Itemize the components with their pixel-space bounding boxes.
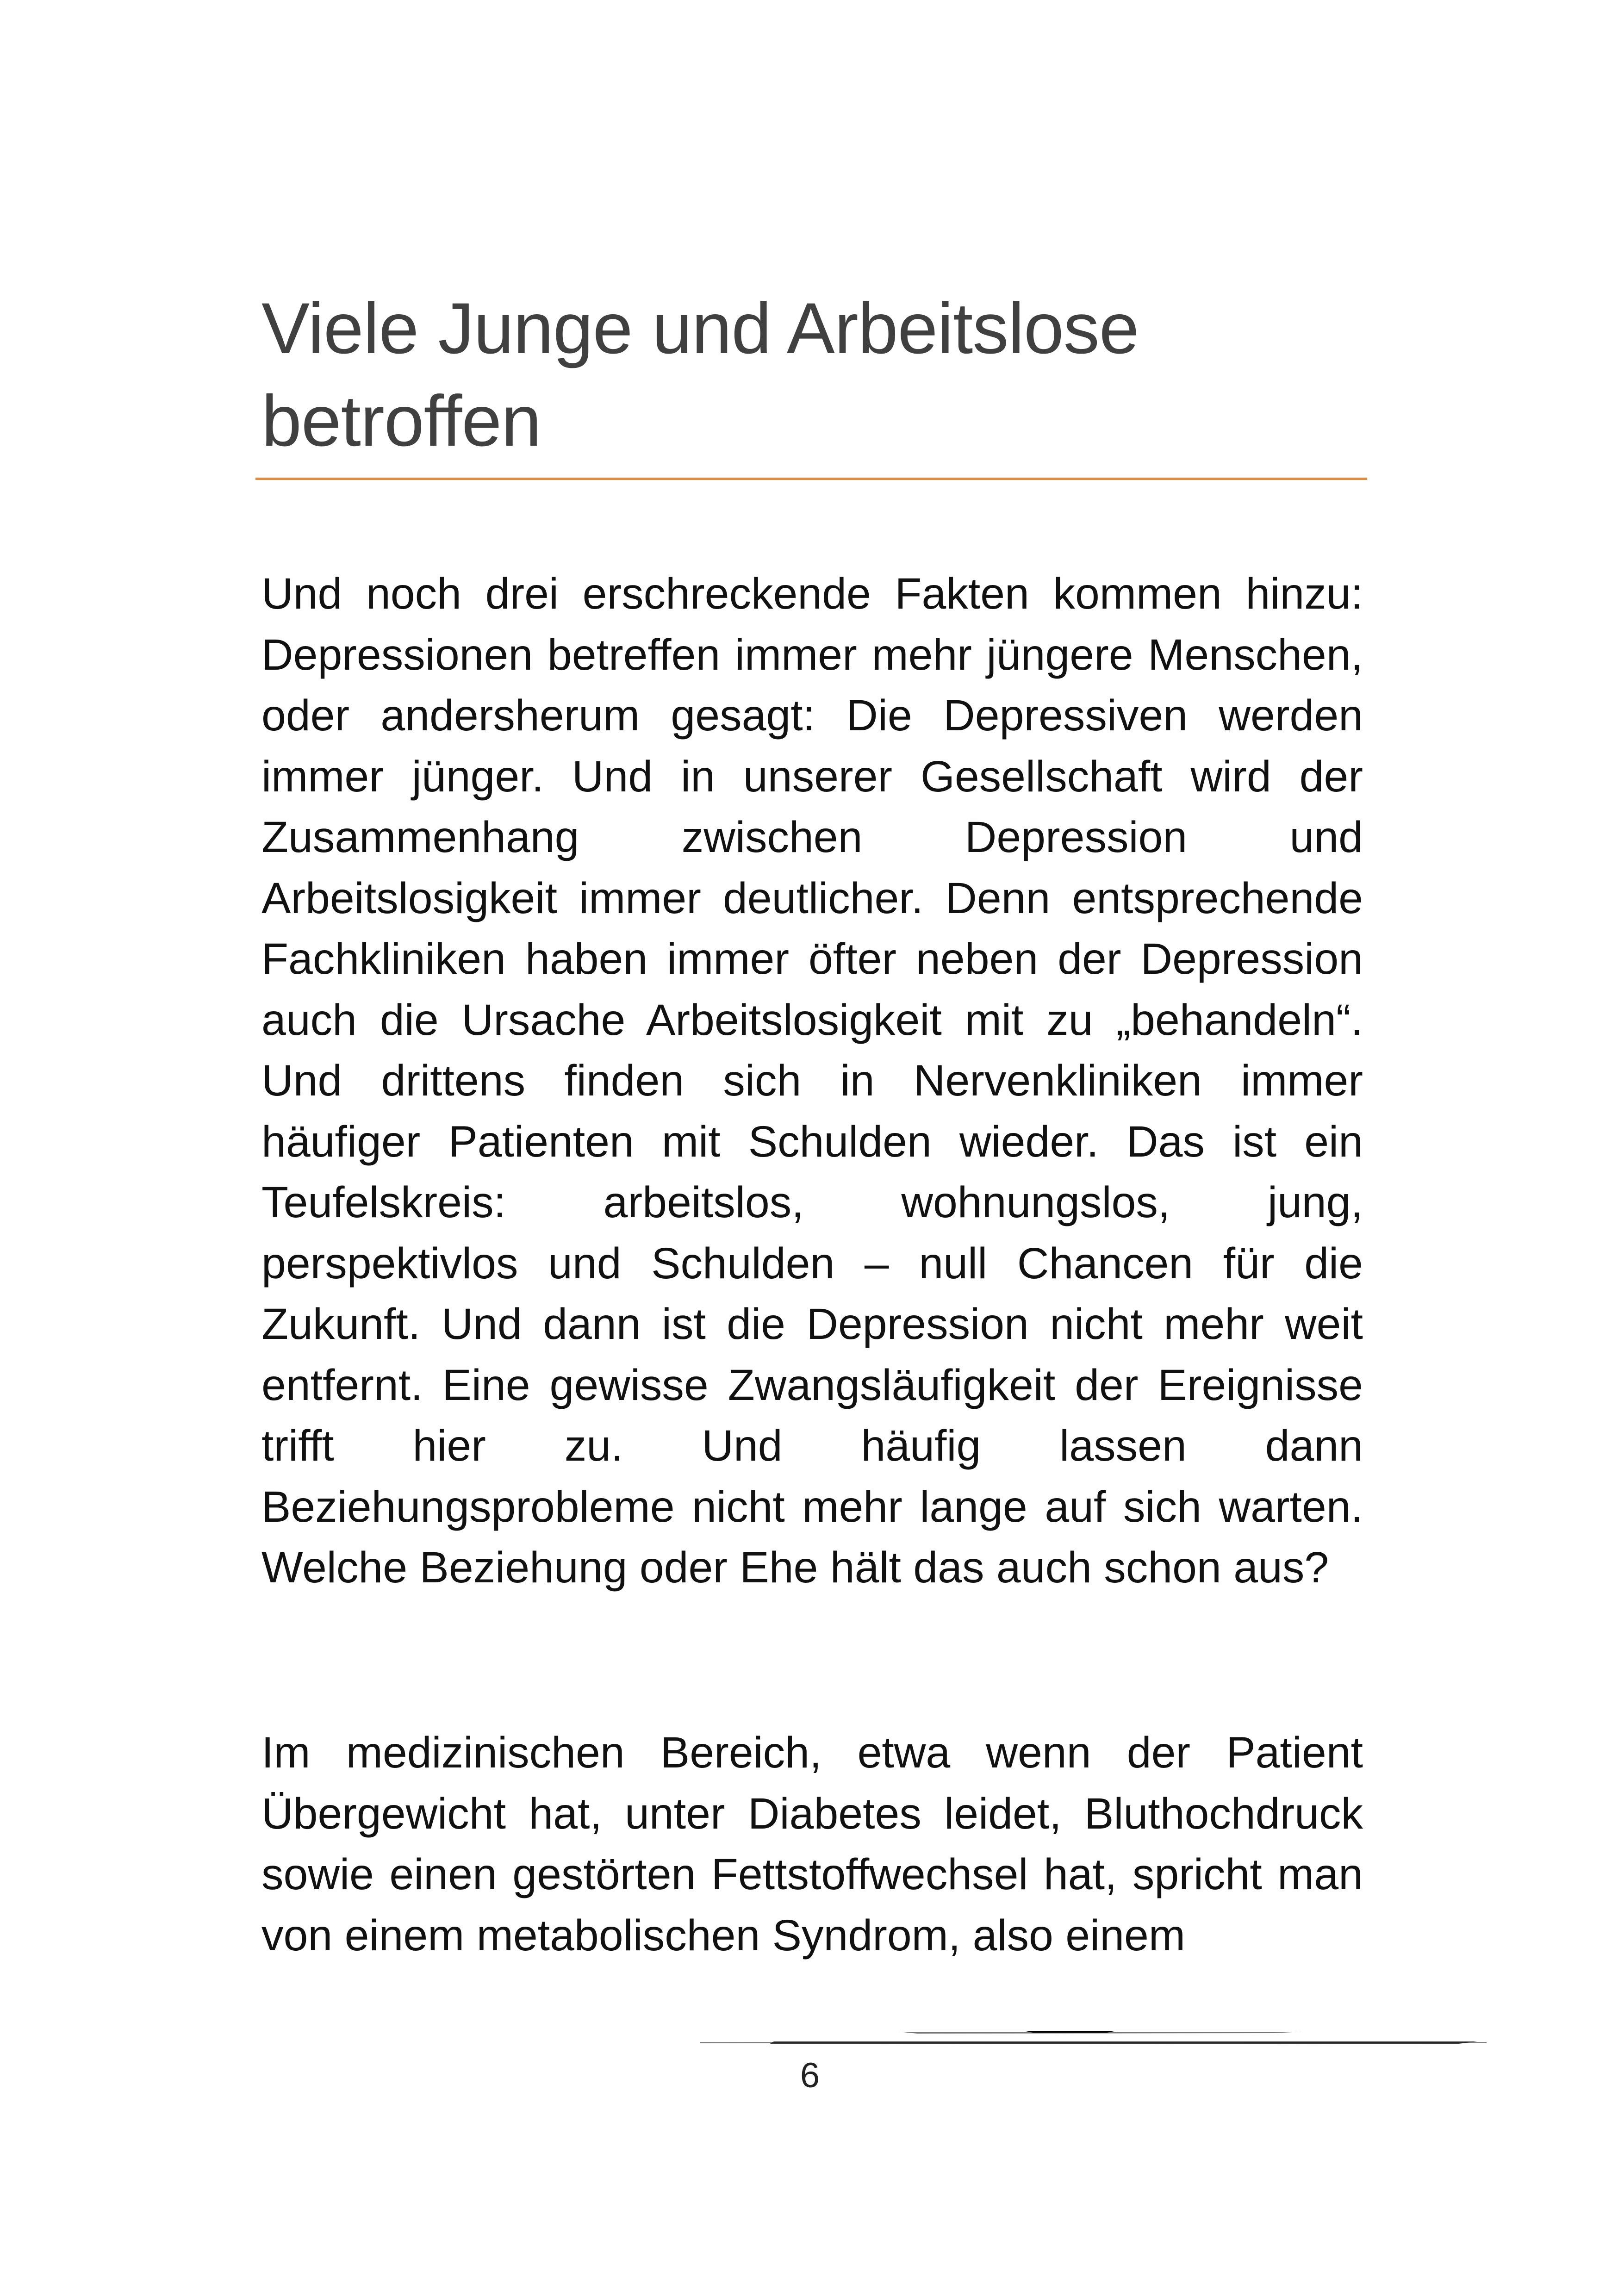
heading-underline [255,478,1367,480]
footer-divider [700,2027,1487,2055]
page-number: 6 [800,2056,820,2095]
section-heading: Viele Junge und Arbeitslose betroffen [261,288,1139,461]
body-paragraph-1: Und noch drei erschreckende Fakten kommen hinzu: Depressionen betreffen immer mehr jüngere Menschen, oder andersherum gesagt: Die Depressiven werden immer jünger. Und in unserer Gesellschaft wird der Zusammenhang zwischen Depression und Arbeitslosigkeit immer deutlicher. Denn entsprechende Fachkliniken haben immer öfter neben der Depression auch die Ursache Arbeitslosigkeit mit zu „behandeln“. Und drittens finden sich in Nervenkliniken immer häufiger Patienten mit Schulden wieder. Das ist ein Teufelskreis: arbeitslos, wohnungslos, jung, perspektivlos und Schulden – null Chancen für die Zukunft. Und dann ist die Depression nicht mehr weit entfernt. Eine gewisse Zwangsläufigkeit der Ereignisse trifft hier zu. Und häufig lassen dann Beziehungsprobleme nicht mehr lange auf sich warten. Welche Beziehung oder Ehe hält das auch schon aus? [261,569,1363,1592]
body-paragraph-2: Im medizinischen Bereich, etwa wenn der Patient Übergewicht hat, unter Diabetes leidet, Bluthochdruck sowie einen gestörten Fettstoffwechsel hat, spricht man von einem metabolischen Syndrom, also einem [261,1728,1363,1960]
